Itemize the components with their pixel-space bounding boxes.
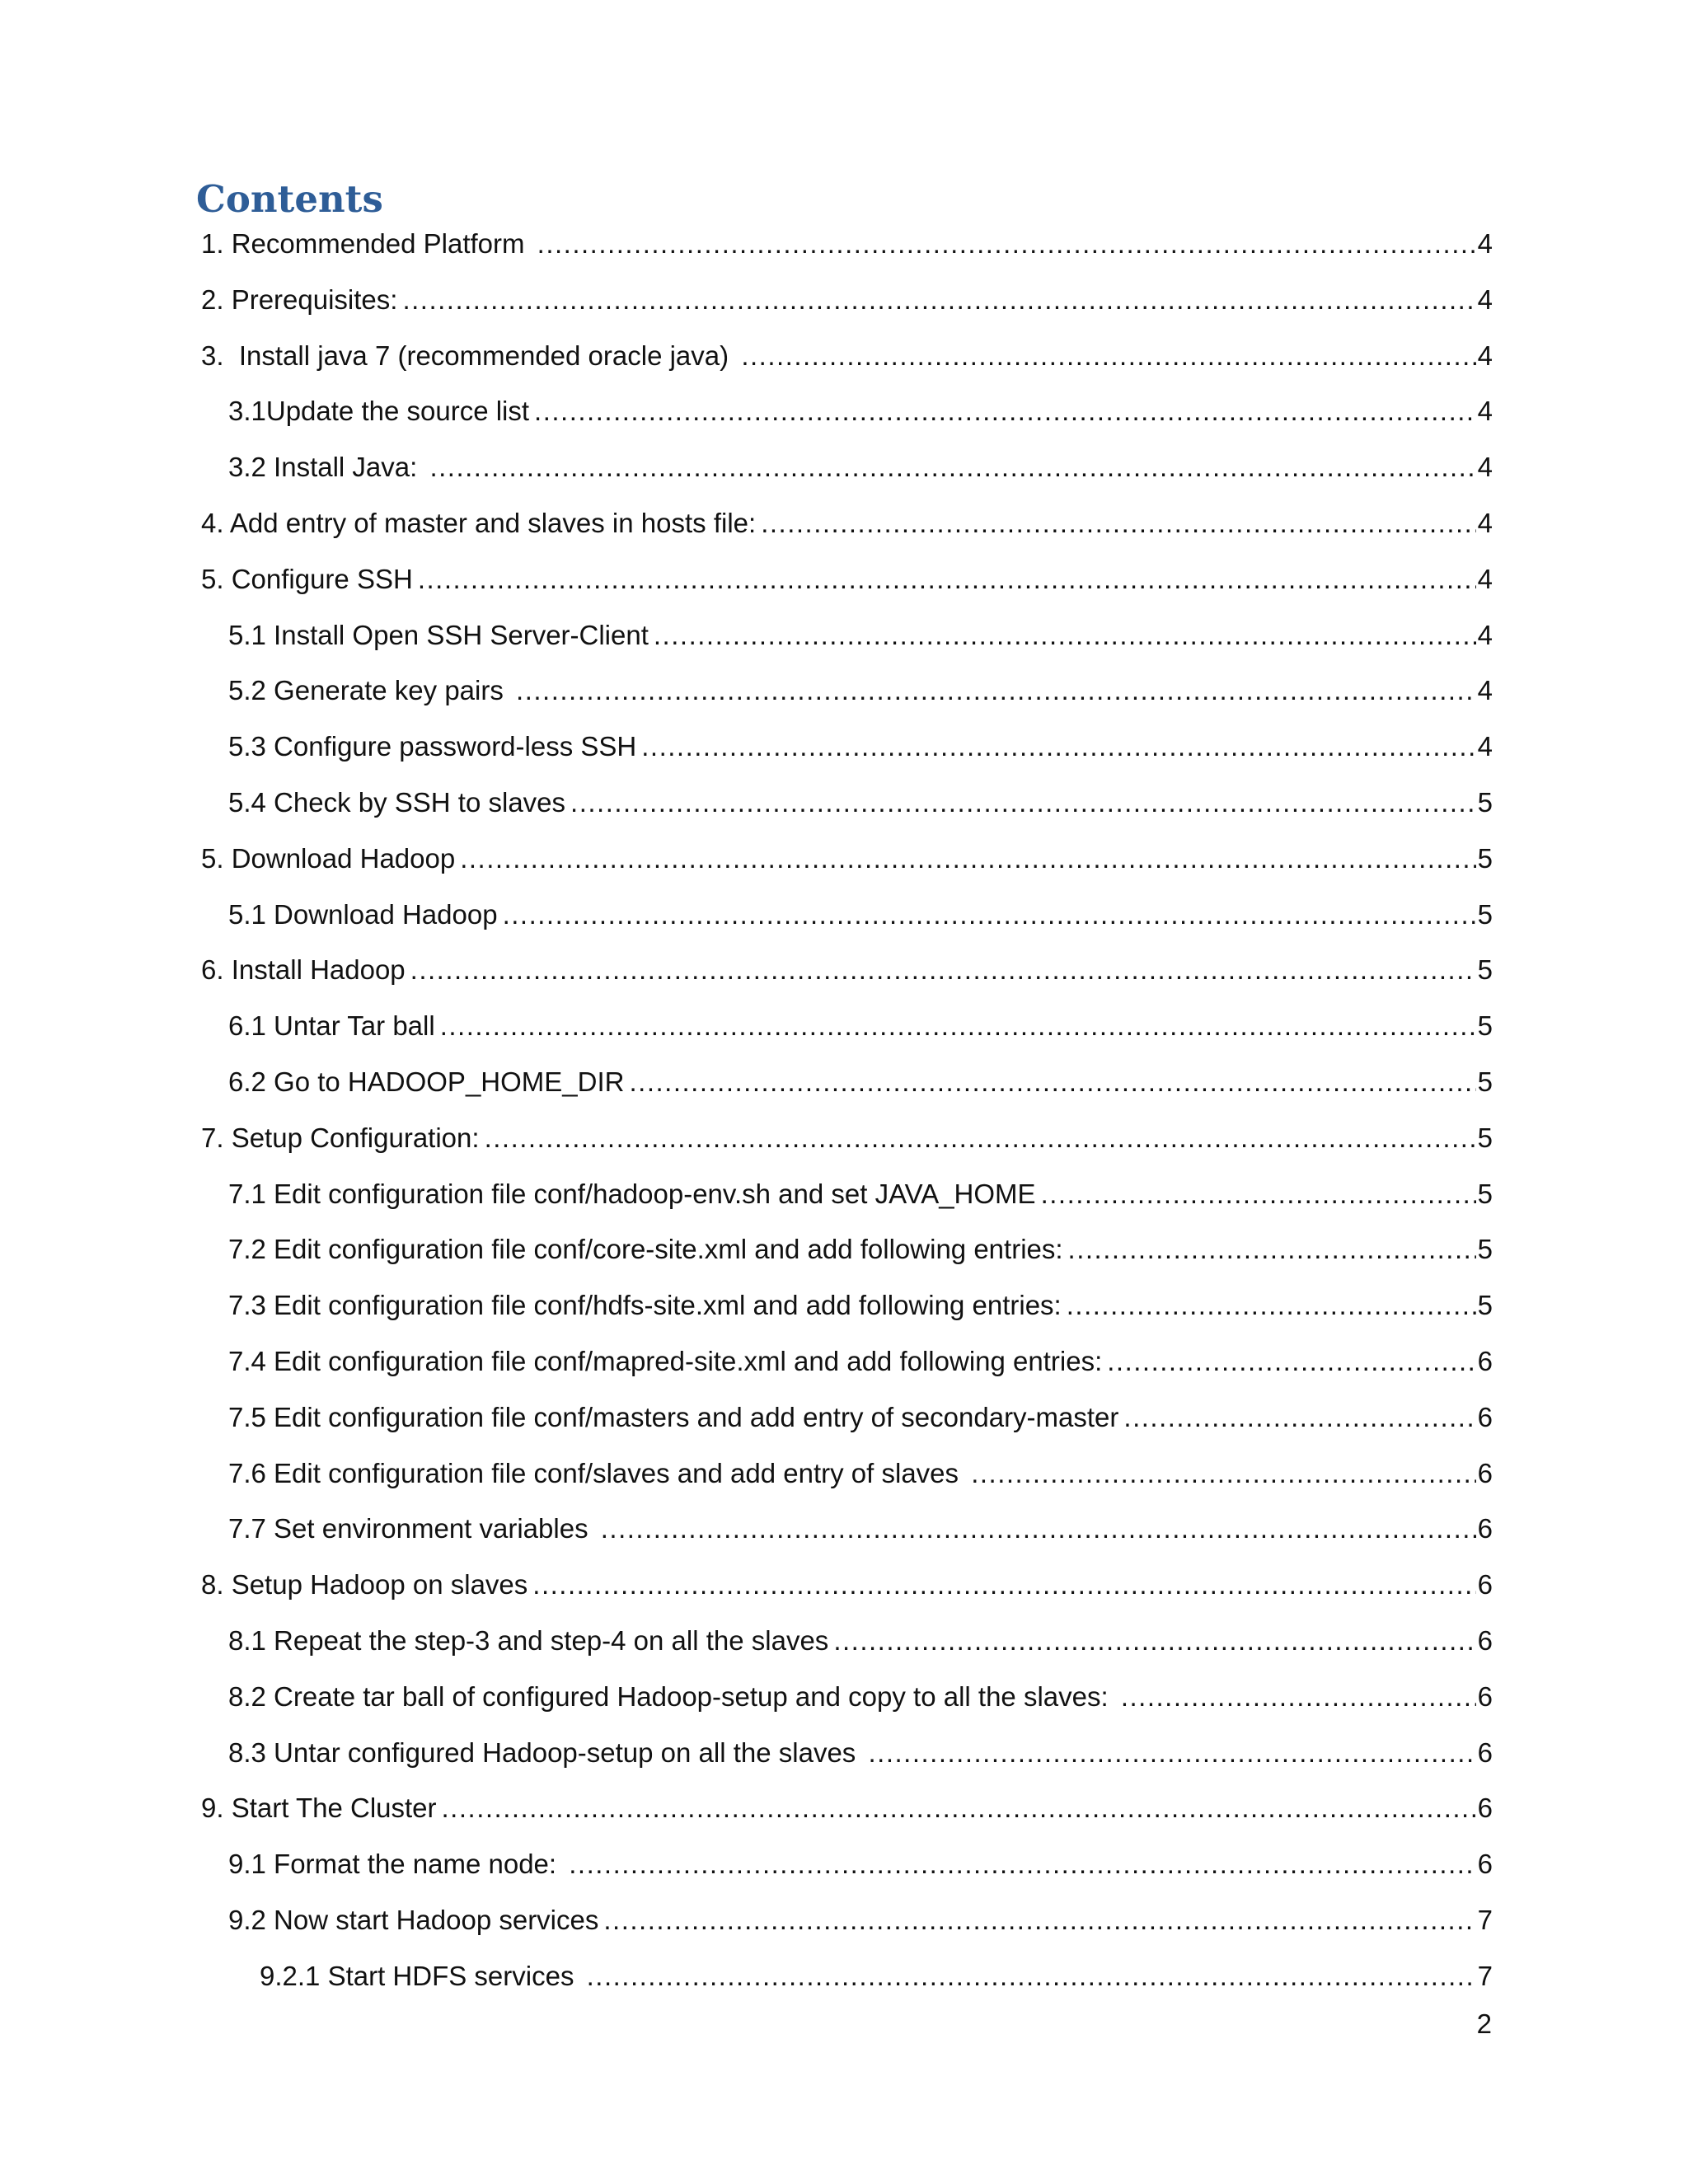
toc-entry-label: 5.2 Generate key pairs: [228, 675, 512, 706]
toc-entry-label: 7.4 Edit configuration file conf/mapred-site.xml and add following entries:: [228, 1346, 1103, 1376]
dot-leader: [603, 1899, 1475, 1942]
toc-entry-label: 7.6 Edit configuration file conf/slaves and add entry of slaves: [228, 1457, 967, 1488]
toc-entry[interactable]: [228, 781, 1493, 824]
dot-leader: [569, 1843, 1475, 1886]
toc-entry-label: 6. Install Hadoop: [201, 954, 406, 986]
toc-entry-label: 7.7 Set environment variables: [228, 1513, 596, 1544]
toc-entry-label: 3. Install java 7 (recommended oracle java): [201, 340, 737, 371]
toc-entry-label: 8.3 Untar configured Hadoop-setup on all the slaves: [228, 1736, 864, 1768]
dot-leader: [641, 725, 1475, 768]
toc-entry-label: 6.2 Go to HADOOP_HOME_DIR: [228, 1066, 625, 1097]
toc-entry-page: 5: [1477, 787, 1493, 818]
toc-entry[interactable]: [228, 1507, 1493, 1550]
toc-entry-page: 5: [1477, 1290, 1493, 1321]
toc-entry-page: 6: [1477, 1569, 1493, 1601]
toc-entry[interactable]: [228, 446, 1493, 489]
dot-leader: [532, 1563, 1475, 1606]
toc-entry[interactable]: [201, 558, 1493, 601]
dot-leader: [868, 1732, 1475, 1774]
toc-entry-label: 8.1 Repeat the step-3 and step-4 on all the slaves: [228, 1625, 829, 1656]
toc-entry-page: 4: [1477, 340, 1493, 371]
toc-entry-page: 4: [1477, 284, 1493, 315]
toc-entry-label: 4. Add entry of master and slaves in hosts file:: [201, 508, 757, 538]
dot-leader: [410, 949, 1476, 991]
toc-entry[interactable]: [228, 1173, 1493, 1216]
toc-entry-label: 9.2.1 Start HDFS services: [260, 1960, 582, 1991]
toc-entry[interactable]: [228, 1843, 1493, 1886]
dot-leader: [587, 1955, 1476, 1998]
dot-leader: [971, 1452, 1475, 1495]
dot-leader: [534, 390, 1476, 433]
toc-entry-page: 6: [1477, 1793, 1493, 1824]
toc-entry-page: 5: [1477, 1178, 1493, 1209]
dot-leader: [485, 1117, 1476, 1160]
toc-entry[interactable]: [201, 279, 1493, 321]
toc-entry[interactable]: [228, 1619, 1493, 1662]
toc-entry-label: 5. Download Hadoop: [201, 842, 456, 874]
dot-leader: [1121, 1675, 1476, 1718]
toc-entry[interactable]: [201, 502, 1493, 545]
toc-entry-page: 5: [1477, 1234, 1493, 1265]
toc-entry-page: 6: [1477, 1680, 1493, 1712]
toc-entry-label: 6.1 Untar Tar ball: [228, 1010, 435, 1042]
toc-entry-label: 5.1 Download Hadoop: [228, 898, 498, 930]
dot-leader: [761, 502, 1475, 545]
toc-entry-page: 6: [1477, 1457, 1493, 1488]
contents-heading: Contents: [196, 177, 383, 221]
page-number: 2: [1476, 2008, 1492, 2039]
toc-entry-page: 5: [1477, 1122, 1493, 1153]
dot-leader: [601, 1507, 1476, 1550]
toc-entry[interactable]: [228, 1005, 1493, 1047]
toc-entry-page: 5: [1477, 954, 1493, 986]
toc-entry-page: 5: [1477, 898, 1493, 930]
toc-entry[interactable]: [201, 837, 1493, 880]
toc-entry-label: 8. Setup Hadoop on slaves: [201, 1569, 528, 1601]
dot-leader: [1123, 1396, 1475, 1439]
toc-entry[interactable]: [228, 1899, 1493, 1942]
toc-entry-label: 7. Setup Configuration:: [201, 1122, 480, 1153]
toc-entry[interactable]: [201, 949, 1493, 991]
toc-entry-page: 7: [1477, 1905, 1493, 1935]
toc-entry-page: 4: [1477, 619, 1493, 650]
toc-entry[interactable]: [228, 893, 1493, 936]
toc-entry[interactable]: [260, 1955, 1493, 1998]
dot-leader: [418, 558, 1476, 601]
toc-entry-label: 5.3 Configure password-less SSH: [228, 731, 637, 762]
toc-entry[interactable]: [228, 1340, 1493, 1383]
toc-entry-label: 3.2 Install Java:: [228, 452, 425, 483]
dot-leader: [629, 1061, 1475, 1104]
toc-entry[interactable]: [228, 725, 1493, 768]
toc-entry-page: 4: [1477, 452, 1493, 483]
toc-entry[interactable]: [228, 1061, 1493, 1104]
dot-leader: [402, 279, 1475, 321]
toc-entry-page: 5: [1477, 1066, 1493, 1097]
dot-leader: [833, 1619, 1475, 1662]
dot-leader: [503, 893, 1476, 936]
toc-entry-page: 5: [1477, 842, 1493, 874]
dot-leader: [1067, 1284, 1476, 1327]
dot-leader: [460, 837, 1475, 880]
toc-entry[interactable]: [228, 1396, 1493, 1439]
toc-entry-label: 5. Configure SSH: [201, 563, 413, 594]
toc-entry[interactable]: [228, 669, 1493, 712]
toc-entry-label: 1. Recommended Platform: [201, 228, 532, 259]
toc-entry[interactable]: [228, 1228, 1493, 1271]
toc-entry[interactable]: [228, 1732, 1493, 1774]
dot-leader: [1041, 1173, 1476, 1216]
toc-entry-label: 3.1Update the source list: [228, 396, 530, 427]
toc-entry[interactable]: [228, 390, 1493, 433]
toc-entry[interactable]: [201, 1117, 1493, 1160]
toc-entry-page: 7: [1477, 1960, 1493, 1991]
toc-entry-label: 7.1 Edit configuration file conf/hadoop-env.sh and set JAVA_HOME: [228, 1178, 1036, 1209]
dot-leader: [741, 335, 1475, 377]
toc-entry-label: 9.1 Format the name node:: [228, 1849, 565, 1880]
dot-leader: [442, 1787, 1476, 1830]
toc-entry-page: 6: [1477, 1513, 1493, 1544]
toc-entry-page: 4: [1477, 508, 1493, 538]
dot-leader: [1068, 1228, 1476, 1271]
toc-entry[interactable]: [201, 1787, 1493, 1830]
dot-leader: [570, 781, 1476, 824]
toc-entry-label: 5.1 Install Open SSH Server-Client: [228, 619, 649, 650]
dot-leader: [429, 446, 1475, 489]
dot-leader: [440, 1005, 1476, 1047]
toc-entry-page: 4: [1477, 731, 1493, 762]
toc-entry-page: 5: [1477, 1010, 1493, 1042]
toc-entry[interactable]: [228, 614, 1493, 657]
toc-entry[interactable]: [201, 1563, 1493, 1606]
toc-entry-page: 6: [1477, 1346, 1493, 1376]
toc-entry-label: 7.2 Edit configuration file conf/core-site.xml and add following entries:: [228, 1234, 1063, 1265]
dot-leader: [516, 669, 1476, 712]
toc-entry[interactable]: [228, 1284, 1493, 1327]
toc-entry[interactable]: [228, 1452, 1493, 1495]
toc-entry[interactable]: [228, 1675, 1493, 1718]
toc-entry-page: 6: [1477, 1849, 1493, 1880]
toc-entry-page: 4: [1477, 228, 1493, 259]
toc-entry-label: 8.2 Create tar ball of configured Hadoop-setup and copy to all the slaves:: [228, 1680, 1116, 1712]
toc-entry-label: 7.5 Edit configuration file conf/masters and add entry of secondary-master: [228, 1401, 1119, 1432]
toc-entry[interactable]: [201, 223, 1493, 265]
dot-leader: [1107, 1340, 1475, 1383]
dot-leader: [537, 223, 1476, 265]
dot-leader: [654, 614, 1476, 657]
toc-entry-page: 4: [1477, 396, 1493, 427]
toc-entry-page: 6: [1477, 1401, 1493, 1432]
toc-entry-page: 4: [1477, 675, 1493, 706]
toc-entry-label: 7.3 Edit configuration file conf/hdfs-site.xml and add following entries:: [228, 1290, 1062, 1321]
toc-entry-label: 2. Prerequisites:: [201, 284, 398, 315]
toc-entry-label: 5.4 Check by SSH to slaves: [228, 787, 566, 818]
toc-entry[interactable]: [201, 335, 1493, 377]
toc-entry-page: 4: [1477, 563, 1493, 594]
toc-entry-label: 9.2 Now start Hadoop services: [228, 1905, 599, 1935]
toc-entry-label: 9. Start The Cluster: [201, 1793, 437, 1824]
toc-entry-page: 6: [1477, 1625, 1493, 1656]
toc-entry-page: 6: [1477, 1736, 1493, 1768]
